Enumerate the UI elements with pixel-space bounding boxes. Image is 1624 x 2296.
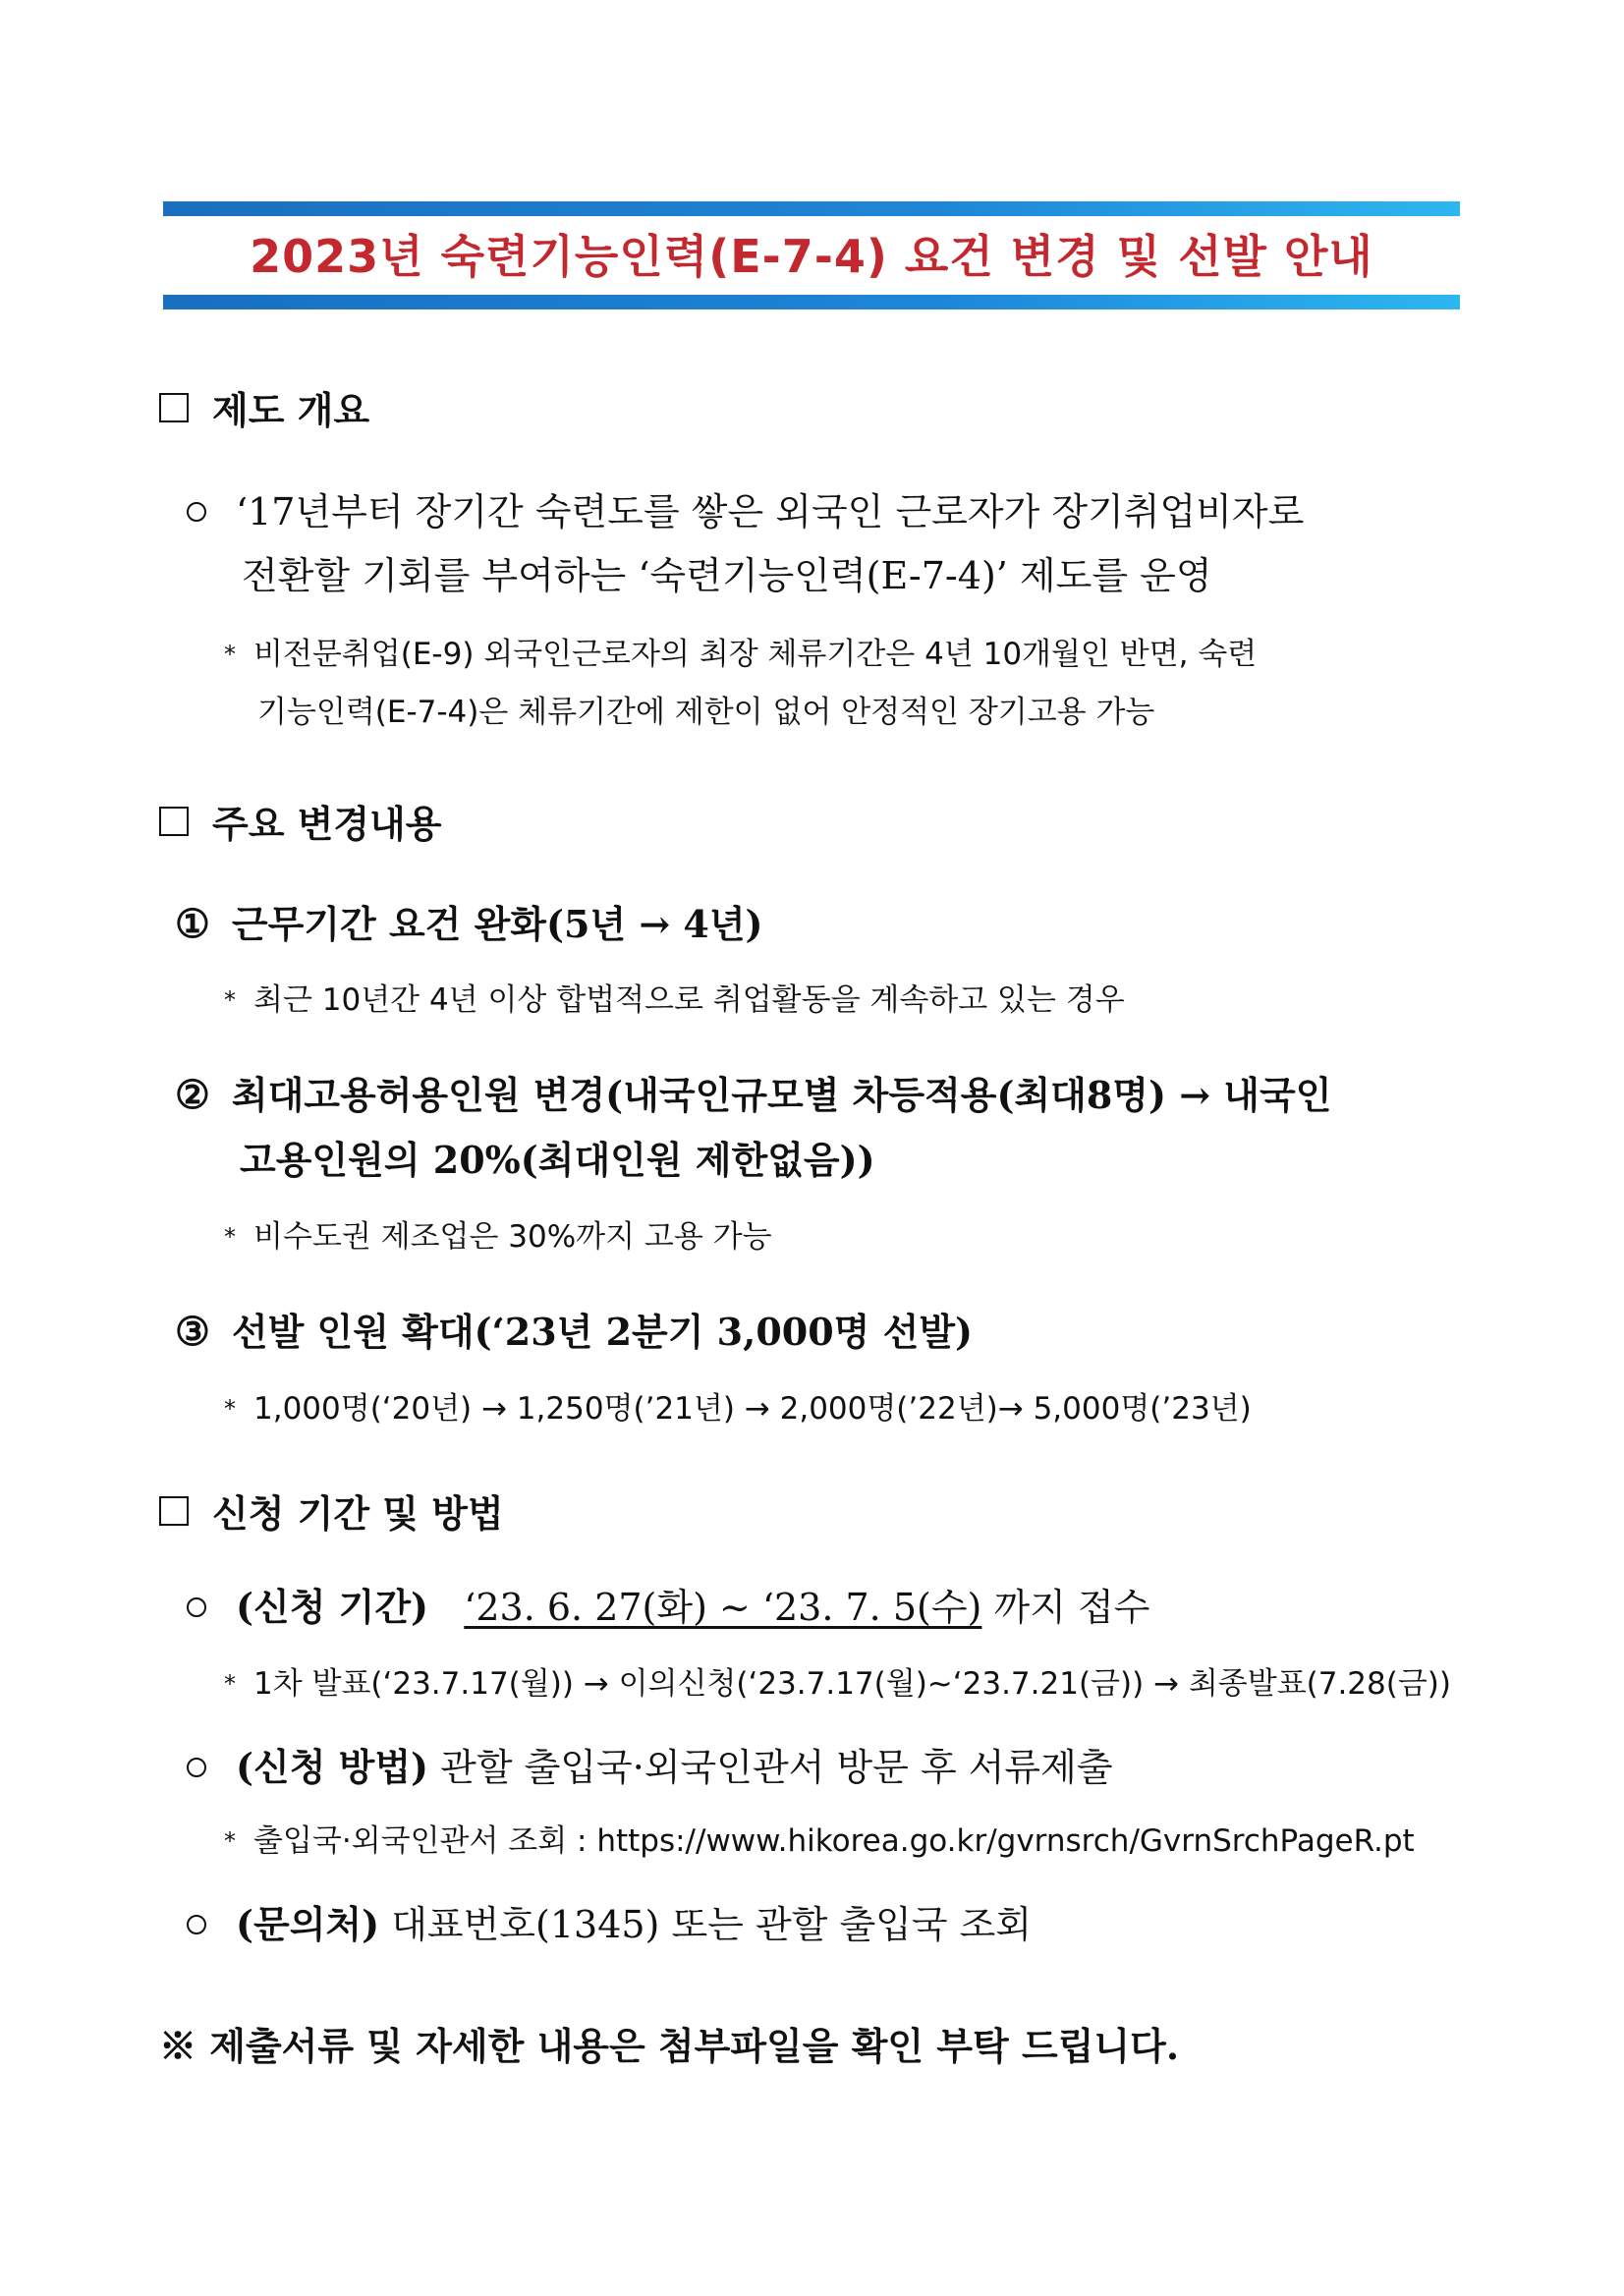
asterisk-icon: *	[224, 1395, 236, 1423]
circle-bullet-icon	[187, 502, 206, 522]
asterisk-icon: *	[224, 641, 236, 668]
title-banner	[163, 201, 1460, 309]
section-heading-text: 신청 기간 및 방법	[212, 1491, 504, 1536]
title-top-bar	[163, 201, 1460, 216]
application-inquiry-text: 대표번호(1345) 또는 관할 출입국 조회	[391, 1903, 1033, 1946]
application-inquiry-label: (문의처)	[236, 1902, 380, 1946]
asterisk-icon: *	[224, 1223, 236, 1251]
item-number: ①	[175, 901, 210, 947]
application-period-dates: ‘23. 6. 27(화) ~ ‘23. 7. 5(수)	[464, 1586, 982, 1629]
overview-bullet	[187, 481, 1304, 535]
circle-bullet-icon	[187, 1597, 206, 1617]
footer-notice: ※ 제출서류 및 자세한 내용은 첨부파일을 확인 부탁 드립니다.	[159, 2024, 1180, 2068]
change-item-2-line2: 고용인원의 20%(최대인원 제한없음))	[240, 1138, 875, 1182]
change-item-3-note-text: 1,000명(‘20년) → 1,250명(’21년) → 2,000명(’22년)→ 5,000명(’23년)	[253, 1391, 1252, 1427]
change-item-2-line1: 최대고용허용인원 변경(내국인규모별 차등적용(최대8명) → 내국인	[231, 1073, 1332, 1117]
change-item-1-text: 근무기간 요건 완화(5년 → 4년)	[231, 902, 763, 946]
page-title: 2023년 숙련기능인력(E-7-4) 요건 변경 및 선발 안내	[250, 230, 1373, 283]
section-heading-application	[159, 1484, 504, 1538]
overview-bullet-line1: ‘17년부터 장기간 숙련도를 쌓은 외국인 근로자가 장기취업비자로	[236, 490, 1305, 533]
change-item-2-note	[224, 1211, 772, 1256]
application-period-label: (신청 기간)	[236, 1585, 429, 1629]
asterisk-icon: *	[224, 986, 236, 1014]
change-item-1-note-text: 최근 10년간 4년 이상 합법적으로 취업활동을 계속하고 있는 경우	[253, 982, 1125, 1018]
change-item-3-note	[224, 1383, 1252, 1428]
overview-bullet-line2: 전환할 기회를 부여하는 ‘숙련기능인력(E-7-4)’ 제도를 운영	[242, 554, 1212, 597]
change-item-2-note-text: 비수도권 제조업은 30%까지 고용 가능	[253, 1219, 772, 1255]
overview-note-line2: 기능인력(E-7-4)은 체류기간에 제한이 없어 안정적인 장기고용 가능	[257, 695, 1155, 730]
application-method	[187, 1737, 1113, 1791]
overview-note-line1: 비전문취업(E-9) 외국인근로자의 최장 체류기간은 4년 10개월인 반면, 숙련	[253, 637, 1258, 672]
checkbox-square-icon	[159, 1496, 189, 1526]
change-item-1-note	[224, 975, 1125, 1019]
application-period-note-text: 1차 발표(‘23.7.17(월)) → 이의신청(‘23.7.17(월)~‘23.7.21(금)) → 최종발표(7.28(금))	[253, 1666, 1451, 1702]
change-item-3-text: 선발 인원 확대(‘23년 2분기 3,000명 선발)	[231, 1310, 974, 1354]
application-method-text: 관할 출입국·외국인관서 방문 후 서류제출	[440, 1746, 1113, 1789]
checkbox-square-icon	[159, 393, 189, 422]
change-item-2	[175, 1065, 1331, 1119]
section-heading-text: 제도 개요	[212, 388, 370, 432]
title-bottom-bar	[163, 295, 1460, 309]
application-method-note	[224, 1816, 1415, 1860]
circle-bullet-icon	[187, 1758, 206, 1777]
application-inquiry	[187, 1894, 1032, 1948]
application-period-suffix: 까지 접수	[993, 1586, 1150, 1629]
asterisk-icon: *	[224, 1827, 236, 1855]
application-method-label: (신청 방법)	[236, 1745, 429, 1789]
asterisk-icon: *	[224, 1670, 236, 1698]
change-item-3	[175, 1302, 973, 1356]
application-period	[187, 1577, 1149, 1631]
section-heading-overview	[159, 380, 369, 434]
item-number: ②	[175, 1072, 210, 1118]
overview-note	[224, 629, 1257, 673]
circle-bullet-icon	[187, 1915, 206, 1934]
application-method-note-text: 출입국·외국인관서 조회 : https://www.hikorea.go.kr/gvrnsrch/GvrnSrchPageR.pt	[253, 1823, 1415, 1859]
checkbox-square-icon	[159, 807, 189, 836]
item-number: ③	[175, 1309, 210, 1355]
section-heading-changes	[159, 794, 441, 848]
change-item-1	[175, 894, 763, 948]
application-period-note	[224, 1658, 1451, 1703]
section-heading-text: 주요 변경내용	[212, 802, 442, 846]
